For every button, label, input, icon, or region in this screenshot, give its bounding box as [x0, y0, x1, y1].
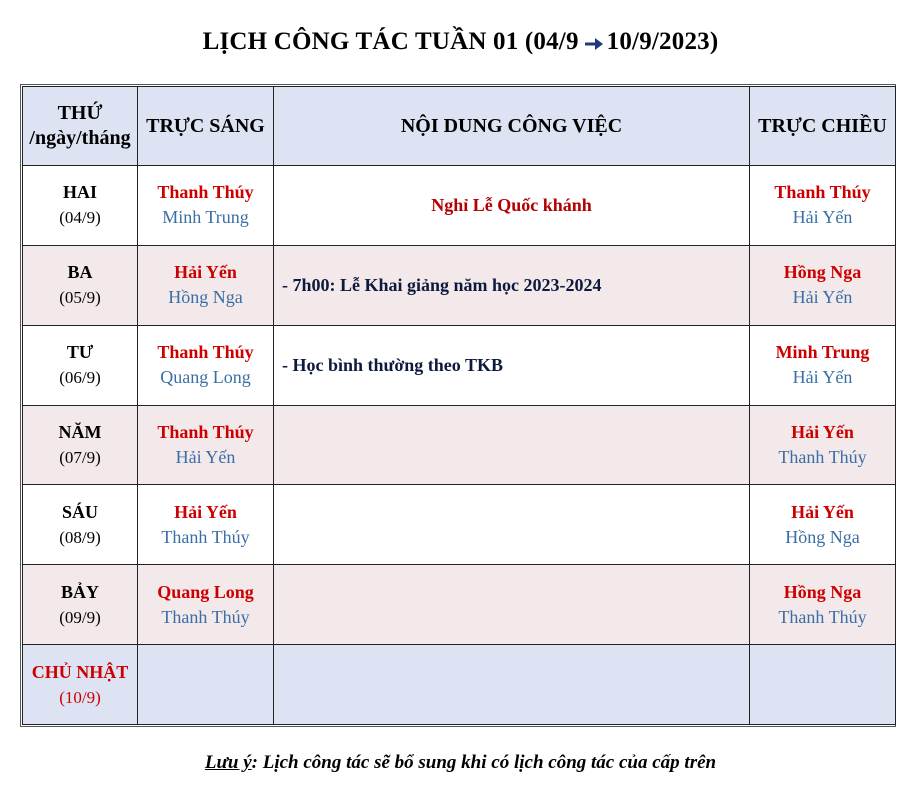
schedule-table: [22, 86, 896, 725]
day-name: BA: [67, 262, 93, 283]
day-date: (04/9): [59, 208, 101, 228]
right-arrow-icon: [585, 29, 603, 57]
morning-cell: [138, 325, 274, 405]
day-name: HAI: [62, 182, 97, 203]
morning-cell: [138, 245, 274, 325]
morning-secondary: Thanh Thúy: [161, 526, 250, 547]
header-afternoon: TRỰC CHIỀU: [750, 87, 896, 166]
morning-primary: Thanh Thúy: [157, 182, 254, 203]
morning-secondary: Minh Trung: [162, 207, 249, 228]
content-cell: - Học bình thường theo TKB: [274, 325, 750, 405]
afternoon-primary: Thanh Thúy: [774, 182, 871, 203]
day-date: (07/9): [59, 447, 101, 467]
afternoon-secondary: Hải Yến: [792, 287, 853, 308]
title-prefix: LỊCH CÔNG TÁC TUẦN 01 (04/9: [202, 28, 579, 55]
morning-cell: [138, 405, 274, 485]
footnote-label: Lưu ý: [204, 752, 252, 773]
day-cell: [23, 166, 138, 246]
morning-secondary: Hải Yến: [175, 446, 236, 467]
table-row: [23, 565, 896, 645]
afternoon-secondary: Hải Yến: [792, 207, 853, 228]
day-name: NĂM: [58, 421, 102, 442]
morning-cell: [138, 645, 274, 725]
content-cell: [274, 405, 750, 485]
afternoon-cell: [750, 405, 896, 485]
morning-cell: [138, 485, 274, 565]
afternoon-cell: [750, 565, 896, 645]
afternoon-primary: Hồng Nga: [783, 262, 862, 283]
morning-secondary: Thanh Thúy: [161, 606, 250, 627]
header-content: NỘI DUNG CÔNG VIỆC: [274, 87, 750, 166]
afternoon-cell: [750, 325, 896, 405]
afternoon-primary: Hải Yến: [791, 421, 854, 442]
content-cell: [274, 485, 750, 565]
table-row: [23, 166, 896, 246]
content-cell: Nghỉ Lễ Quốc khánh: [274, 166, 750, 246]
header-day: [23, 87, 138, 166]
header-row: [23, 87, 896, 166]
morning-primary: Hải Yến: [174, 262, 237, 283]
page-title: [0, 28, 921, 57]
afternoon-primary: Minh Trung: [775, 342, 870, 363]
afternoon-cell: [750, 645, 896, 725]
content-cell: [274, 565, 750, 645]
table-row: [23, 645, 896, 725]
afternoon-cell: [750, 245, 896, 325]
day-date: (06/9): [59, 368, 101, 388]
table-row: [23, 245, 896, 325]
footnote: [0, 752, 921, 774]
day-name: SÁU: [61, 501, 98, 522]
header-day-label: THỨ /ngày/tháng: [29, 102, 131, 149]
day-cell: [23, 645, 138, 725]
footnote-text: : Lịch công tác sẽ bổ sung khi có lịch công tác của cấp trên: [251, 752, 717, 773]
header-morning: TRỰC SÁNG: [138, 87, 274, 166]
afternoon-primary: Hải Yến: [791, 501, 854, 522]
table-row: [23, 325, 896, 405]
day-cell: [23, 405, 138, 485]
afternoon-secondary: Thanh Thúy: [778, 446, 867, 467]
morning-secondary: Quang Long: [160, 367, 251, 388]
morning-cell: [138, 565, 274, 645]
morning-cell: [138, 166, 274, 246]
afternoon-cell: [750, 485, 896, 565]
day-cell: [23, 325, 138, 405]
day-date: (10/9): [59, 687, 101, 707]
morning-secondary: Hồng Nga: [168, 287, 243, 308]
morning-primary: Thanh Thúy: [157, 421, 254, 442]
morning-primary: Hải Yến: [174, 501, 237, 522]
day-date: (09/9): [59, 607, 101, 627]
day-name: TƯ: [66, 342, 94, 363]
content-cell: [274, 645, 750, 725]
day-cell: [23, 565, 138, 645]
day-name: CHỦ NHẬT: [31, 661, 129, 682]
table-row: [23, 485, 896, 565]
day-cell: [23, 485, 138, 565]
afternoon-secondary: Thanh Thúy: [778, 606, 867, 627]
table-row: [23, 405, 896, 485]
afternoon-primary: Hồng Nga: [783, 581, 862, 602]
morning-primary: Quang Long: [157, 581, 254, 602]
day-date: (08/9): [59, 527, 101, 547]
day-name: BẢY: [60, 581, 99, 602]
afternoon-cell: [750, 166, 896, 246]
title-suffix: 10/9/2023): [606, 28, 719, 55]
content-cell: - 7h00: Lễ Khai giảng năm học 2023-2024: [274, 245, 750, 325]
afternoon-secondary: Hải Yến: [792, 367, 853, 388]
afternoon-secondary: Hồng Nga: [785, 526, 860, 547]
day-cell: [23, 245, 138, 325]
day-date: (05/9): [59, 288, 101, 308]
morning-primary: Thanh Thúy: [157, 342, 254, 363]
